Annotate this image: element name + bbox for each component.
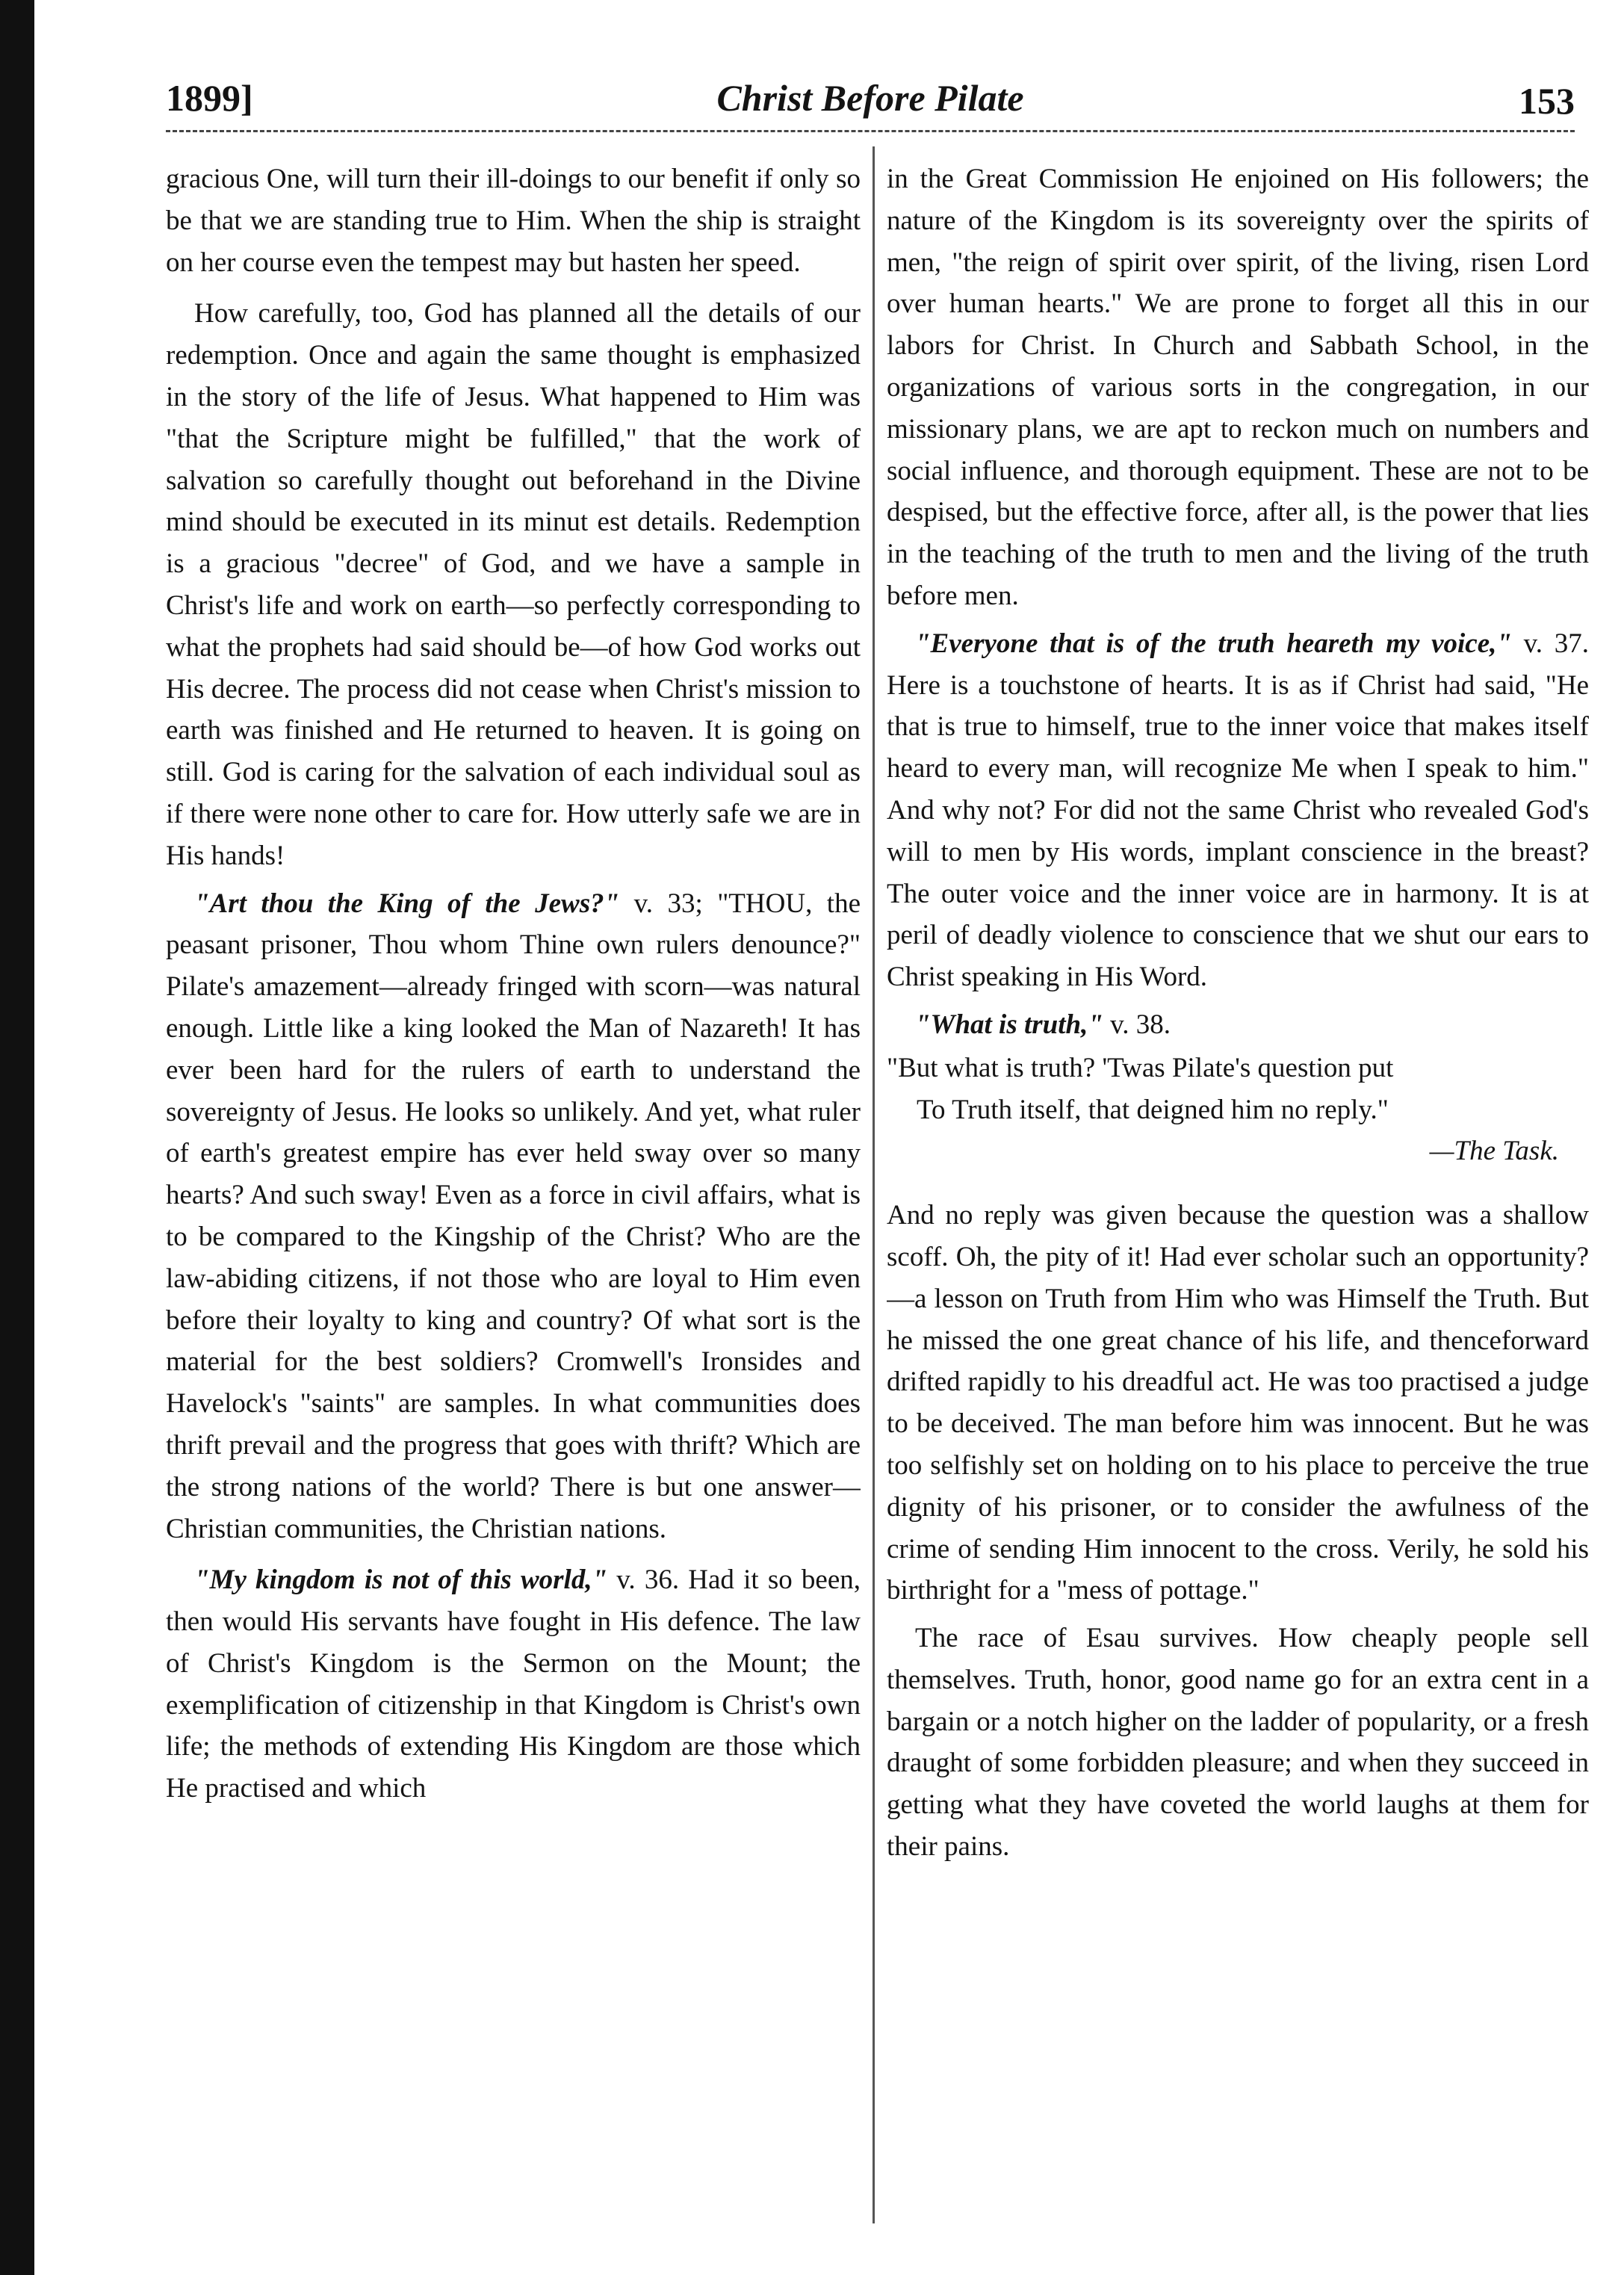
- paragraph: in the Great Commission He enjoined on His followers; the nature of the Kingdom is its sovereignty over the spirits of men, "the reign of spirit over spirit, of the living, risen Lord over human hearts." We are prone to forget all this in our labors for Christ. In Church and Sabbath School, in the organizations of various sorts in the congregation, in our missionary plans, we are apt to reckon much on numbers and social influence, and thorough equipment. These are not to be despised, but the effective force, after all, is the power that lies in the teaching of the truth to men and the living of the truth before men.: [887, 164, 1589, 611]
- scripture-quote: "My kingdom is not of this world,": [194, 1564, 608, 1596]
- scripture-quote: "Everyone that is of the truth heareth my voice,": [915, 628, 1512, 659]
- left-column: [166, 158, 861, 2220]
- paragraph-text: v. 36. Had it so been, then would His servants have fought in His defence. The law of Christ's Kingdom is the Sermon on the Mount; the exemplification of citizenship in that Kingdom is Christ's own life; the methods of extending His Kingdom are those which He practised and which: [166, 1564, 861, 1804]
- running-header: [166, 69, 1575, 130]
- paragraph-text: v. 37. Here is a touchstone of hearts. It is as if Christ had said, "He that is true to himself, true to the inner voice that makes itself heard to every man, will recognize Me when I speak to him." And why not? For did not the same Christ who revealed God's will to men by His words, implant conscience in the breast? The outer voice and the inner voice are in harmony. It is at peril of deadly violence to conscience that we shut our ears to Christ speaking in His Word.: [887, 628, 1589, 993]
- paragraph: [887, 623, 1589, 998]
- right-column: [887, 158, 1589, 2220]
- paragraph: [166, 883, 861, 1550]
- poem-quotation: [887, 1047, 1589, 1172]
- paragraph: And no reply was given because the question was a shallow scoff. Oh, the pity of it! Had ever scholar such an opportunity?—a lesson on Truth from Him who was Himself the Truth. But he missed the one great chance of his life, and thenceforward drifted rapidly to his dreadful act. He was too practised a judge to be deceived. The man before him was innocent. But he was too selfishly set on holding on to his place to perceive the true dignity of his prisoner, or to consider the awfulness of the crime of sending Him innocent to the cross. Verily, he sold his birthright for a "mess of pottage.": [887, 1200, 1589, 1606]
- poem-line: To Truth itself, that deigned him no reply.": [917, 1094, 1389, 1125]
- poem-line: "But what is truth? 'Twas Pilate's question put: [887, 1052, 1394, 1083]
- paragraph: How carefully, too, God has planned all the details of our redemption. Once and again the same thought is emphasized in the story of the life of Jesus. What happened to Him was "that the Scripture might be fulfilled," that the work of salvation so carefully thought out beforehand in the Divine mind should be executed in its minut est details. Redemption is a gracious "decree" of God, and we have a sample in Christ's life and work on earth—so perfectly corresponding to what the prophets had said should be—of how God works out His decree. The process did not cease when Christ's mission to earth was finished and He returned to heaven. It is going on still. God is caring for the salvation of each individual soul as if there were none other to care for. How utterly safe we are in His hands!: [166, 298, 861, 871]
- header-rule: [166, 130, 1575, 132]
- scripture-quote: "What is truth,": [915, 1009, 1103, 1040]
- scripture-quote: "Art thou the King of the Jews?": [194, 888, 620, 919]
- paragraph: The race of Esau survives. How cheaply people sell themselves. Truth, honor, good name go for an extra cent in a bargain or a notch higher on the ladder of popularity, or a fresh draught of some forbidden pleasure; and when they succeed in getting what they have coveted the world laughs at them for their pains.: [887, 1623, 1589, 1863]
- paragraph-text: v. 38.: [1103, 1009, 1171, 1040]
- header-year: 1899]: [166, 77, 253, 119]
- book-binding-edge: [0, 0, 34, 2275]
- header-title: Christ Before Pilate: [716, 77, 1024, 119]
- column-divider: [873, 146, 875, 2223]
- page-number: 153: [1519, 80, 1575, 122]
- paragraph: [166, 1559, 861, 1810]
- paragraph: gracious One, will turn their ill-doings to our benefit if only so be that we are standing true to Him. When the ship is straight on her course even the tempest may but hasten her speed.: [166, 164, 861, 278]
- paragraph: [887, 1004, 1589, 1046]
- poem-attribution: —The Task.: [1429, 1136, 1559, 1167]
- paragraph-text: v. 33; "THOU, the peasant prisoner, Thou whom Thine own rulers denounce?" Pilate's amazement—already fringed with scorn—was natural enough. Little like a king looked the Man of Nazareth! It has ever been hard for the rulers of earth to understand the sovereignty of Jesus. He looks so unlikely. And yet, what ruler of earth's greatest empire has ever held sway over so many hearts? And such sway! Even as a force in civil affairs, what is to be compared to the Kingship of the Christ? Who are the law-abiding citizens, if not those who are loyal to Him even before their loyalty to king and country? Of what sort is the material for the best soldiers? Cromwell's Ironsides and Havelock's "saints" are samples. In what communities does thrift prevail and the progress that goes with thrift? Which are the strong nations of the world? There is but one answer—Christian communities, the Christian nations.: [166, 888, 861, 1544]
